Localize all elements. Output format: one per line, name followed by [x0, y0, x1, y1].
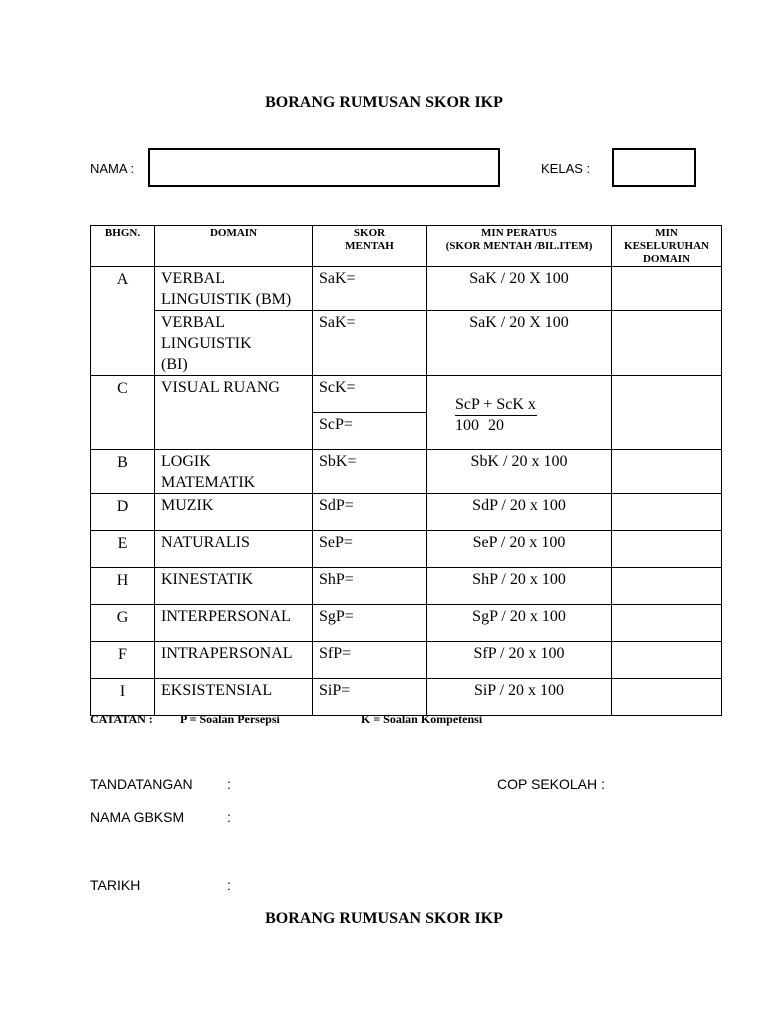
bhgn-cell: H [91, 568, 155, 605]
catatan-label: CATATAN : [90, 712, 153, 726]
table-header-row [91, 226, 722, 267]
min-cell: SeP / 20 x 100 [427, 531, 612, 568]
min-cell: SaK / 20 X 100 [427, 267, 612, 311]
skor-cell[interactable]: ShP= [313, 568, 427, 605]
cop-sekolah-label: COP SEKOLAH : [497, 776, 605, 792]
keseluruhan-cell[interactable] [612, 642, 722, 679]
skor-cell[interactable]: SdP= [313, 494, 427, 531]
bhgn-cell: G [91, 605, 155, 642]
min-cell: SdP / 20 x 100 [427, 494, 612, 531]
min-cell: SgP / 20 x 100 [427, 605, 612, 642]
skor-cell[interactable]: SiP= [313, 679, 427, 716]
table-row [91, 267, 722, 311]
domain-cell: INTERPERSONAL [155, 605, 313, 642]
bhgn-cell [91, 311, 155, 376]
min-cell: SiP / 20 x 100 [427, 679, 612, 716]
min-cell: SbK / 20 x 100 [427, 450, 612, 494]
tandatangan-colon: : [227, 776, 231, 792]
skor-cell[interactable]: SaK= [313, 267, 427, 311]
table-row [91, 679, 722, 716]
score-table [90, 225, 722, 716]
formula-numerator: ScP + ScK x 100 [455, 396, 536, 434]
skor-cell[interactable]: SaK= [313, 311, 427, 376]
formula-denominator: 20 [488, 417, 504, 434]
tarikh-label: TARIKH [90, 877, 141, 893]
table-row [91, 376, 722, 413]
bhgn-cell: A [91, 267, 155, 311]
nama-field[interactable] [148, 148, 500, 187]
tandatangan-label: TANDATANGAN [90, 776, 193, 792]
domain-cell: NATURALIS [155, 531, 313, 568]
domain-cell: EKSISTENSIAL [155, 679, 313, 716]
kelas-label: KELAS : [541, 161, 591, 176]
keseluruhan-cell[interactable] [612, 311, 722, 376]
bhgn-cell: C [91, 376, 155, 450]
domain-cell: VISUAL RUANG [155, 376, 313, 450]
bhgn-cell: B [91, 450, 155, 494]
header-skor-mentah: SKOR MENTAH [313, 226, 427, 267]
kelas-field[interactable] [612, 148, 696, 187]
keseluruhan-cell[interactable] [612, 605, 722, 642]
nama-gbksm-label: NAMA GBKSM [90, 809, 185, 825]
keseluruhan-cell[interactable] [612, 450, 722, 494]
tarikh-colon: : [227, 877, 231, 893]
skor-cell[interactable]: SfP= [313, 642, 427, 679]
table-row [91, 605, 722, 642]
keseluruhan-cell[interactable] [612, 494, 722, 531]
bhgn-cell: D [91, 494, 155, 531]
domain-cell: VERBAL LINGUISTIK (BM) [155, 267, 313, 311]
skor-cell[interactable]: ScK= [313, 376, 427, 413]
table-row [91, 642, 722, 679]
keseluruhan-cell[interactable] [612, 376, 722, 450]
bhgn-cell: F [91, 642, 155, 679]
domain-cell: KINESTATIK [155, 568, 313, 605]
table-row [91, 311, 722, 376]
table-row [91, 494, 722, 531]
domain-cell: INTRAPERSONAL [155, 642, 313, 679]
bhgn-cell: E [91, 531, 155, 568]
header-min-peratus: MIN PERATUS (SKOR MENTAH /BIL.ITEM) [427, 226, 612, 267]
header-bhgn: BHGN. [91, 226, 155, 267]
table-row [91, 568, 722, 605]
table-row [91, 531, 722, 568]
skor-cell[interactable]: SeP= [313, 531, 427, 568]
bhgn-cell: I [91, 679, 155, 716]
nama-label: NAMA : [90, 161, 135, 176]
nama-gbksm-colon: : [227, 809, 231, 825]
keseluruhan-cell[interactable] [612, 679, 722, 716]
min-cell: ShP / 20 x 100 [427, 568, 612, 605]
header-domain: DOMAIN [155, 226, 313, 267]
min-cell: SfP / 20 x 100 [427, 642, 612, 679]
domain-cell: VERBAL LINGUISTIK (BI) [155, 311, 313, 376]
keseluruhan-cell[interactable] [612, 568, 722, 605]
keseluruhan-cell[interactable] [612, 267, 722, 311]
catatan-k: K = Soalan Kompetensi [361, 712, 483, 726]
page-title-bottom: BORANG RUMUSAN SKOR IKP [265, 910, 503, 927]
domain-cell: MUZIK [155, 494, 313, 531]
domain-cell: LOGIK MATEMATIK [155, 450, 313, 494]
keseluruhan-cell[interactable] [612, 531, 722, 568]
page-title: BORANG RUMUSAN SKOR IKP [265, 94, 503, 111]
min-cell: SaK / 20 X 100 [427, 311, 612, 376]
table-row [91, 450, 722, 494]
skor-cell[interactable]: SgP= [313, 605, 427, 642]
catatan-p: P = Soalan Persepsi [180, 712, 280, 726]
skor-cell[interactable]: SbK= [313, 450, 427, 494]
skor-cell[interactable]: ScP= [313, 413, 427, 450]
header-min-keseluruhan: MIN KESELURUHAN DOMAIN [612, 226, 722, 267]
